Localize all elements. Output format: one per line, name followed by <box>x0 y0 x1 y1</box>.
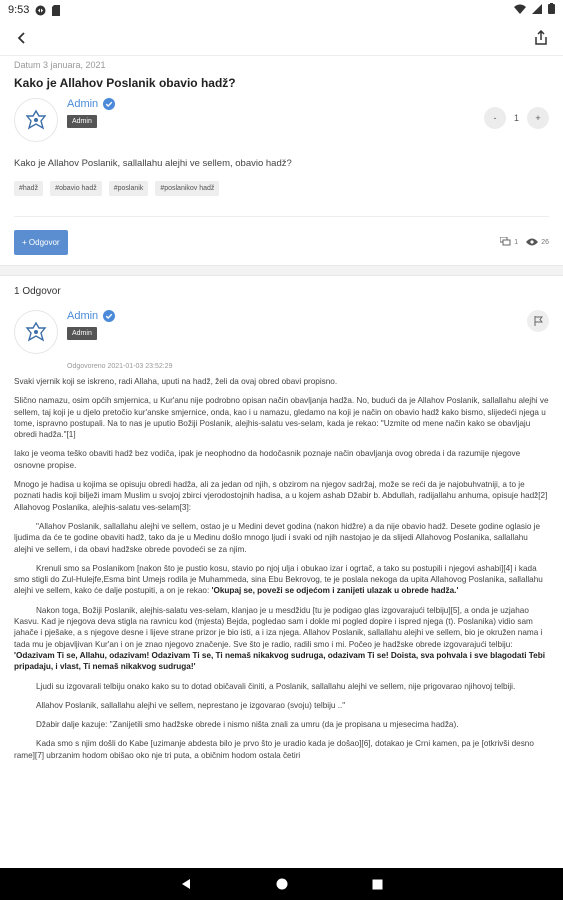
verified-icon <box>103 310 115 322</box>
question-actions <box>14 216 549 258</box>
answer-role-badge: Admin <box>67 327 97 340</box>
eye-icon <box>526 238 538 246</box>
views-count: 26 <box>541 238 549 246</box>
status-icons <box>514 3 555 17</box>
answer-quote: 'Odazivam Ti se, Allahu, odazivam! Odazivam Ti se, Ti nemaš nikakvog sudruga, odazivam Ti se! Doista, sva pohvala i sve blagodati Tebi pripadaju, i vlast, Ti nemaš nikakvog sudruga!' <box>14 650 545 672</box>
avatar[interactable] <box>14 310 58 354</box>
question-block <box>0 56 563 258</box>
question-stats <box>500 237 549 247</box>
answer-paragraph <box>14 563 549 597</box>
question-title: Kako je Allahov Poslanik obavio hadž? <box>14 76 236 90</box>
triangle-back-icon <box>180 878 192 890</box>
avatar[interactable] <box>14 98 58 142</box>
section-divider <box>0 265 563 276</box>
answer-paragraph: Mnogo je hadisa u kojima se opisuju obredi hadža, ali za jedan od njih, s obzirom na njegov sadržaj, može se reći da je najobuhvatniji, a to je poznati hadis koji bilježi imam Muslim u svojoj zbirci vjerodostojnih hadisa, a u kojem ashab Džabir b. Abdullah, radijallahu anhuma, opisuje hadž[2] Allahovog Poslanika, alejhis-salatu ves-selam[3]: <box>14 480 548 512</box>
status-bar <box>0 0 563 20</box>
vote-down-button[interactable]: - <box>484 107 506 129</box>
tag-list <box>14 181 549 196</box>
report-button[interactable] <box>527 310 549 332</box>
nav-home-button[interactable] <box>274 876 290 892</box>
tag-poslanik[interactable]: #poslanik <box>109 181 149 196</box>
share-button[interactable] <box>529 26 553 50</box>
system-nav-bar <box>0 868 563 900</box>
answered-timestamp: Odgovoreno 2021-01-03 23:52:29 <box>67 363 173 370</box>
answers-count: 1 <box>514 238 519 246</box>
add-answer-button[interactable]: + Odgovor <box>14 230 68 255</box>
content-scroll[interactable] <box>0 56 563 868</box>
wifi-icon <box>514 4 526 17</box>
status-time: 9:53 <box>8 4 30 16</box>
verified-icon <box>103 98 115 110</box>
vote-control <box>484 107 549 129</box>
author-name-text: Admin <box>67 98 99 110</box>
author-name[interactable] <box>67 98 115 110</box>
answers-stat <box>500 237 518 247</box>
answer-author-name[interactable] <box>67 310 115 322</box>
square-recents-icon <box>372 879 383 890</box>
flag-icon <box>534 316 543 326</box>
signal-icon <box>532 4 542 17</box>
answer-paragraph: Kada smo s njim došli do Kabe [uzimanje abdesta bilo je prvo što je uradio kada je došao][6], dotakao je Crni kamen, pa je [otkrivši desno rame][7] ubrzanim hodom obišao oko nje tri puta, a običnim hodom ostala četiri <box>14 739 534 760</box>
answer-author-row <box>14 310 549 360</box>
back-button[interactable] <box>10 26 34 50</box>
answer-paragraph: Slično namazu, osim općih smjernica, u Kur'anu nije podrobno opisan način obavljanja hadža. No, budući da je Allahov Poslanik, sallallahu alejhi ve sellem, taj koji je u djelo pretočio kur'anske smjernice, onda, kao i u namazu, gledamo na koji je način on obavio hadž kako bismo, slijedeći njega u tome, ispravno postupali. Na to nas je uputio Božiji Poslanik, alejhis-salatu ves-selam, kada je rekao: "Uzmite od mene način kako se obavljaju obredi hadža."[1] <box>14 396 549 440</box>
answer-paragraph <box>14 605 549 673</box>
answer-author-info <box>67 310 115 340</box>
answer-paragraph: "Allahov Poslanik, sallallahu alejhi ve sellem, ostao je u Medini devet godina (nakon hidžre) a da nije obavio hadž. Desete godine oglasio je ljudima da će te godine obaviti hadž, tako da je u Medinu došlo mnogo ljudi i svaki od njih nastojao je da slijedi Allahovog Poslanika, sallallahu alejhi ve sellem, i da obavi hadžske obrede povodeći se za njim. <box>14 521 541 554</box>
question-author-row <box>14 98 549 148</box>
answers-count-label: 1 Odgovor <box>14 286 61 297</box>
author-info <box>67 98 115 128</box>
sd-card-icon <box>51 5 62 16</box>
circle-home-icon <box>276 878 288 890</box>
comments-icon <box>500 237 511 247</box>
answers-block <box>0 286 563 761</box>
logo-icon <box>23 321 49 343</box>
tag-poslanikov-hadz[interactable]: #poslanikov hadž <box>155 181 219 196</box>
sync-icon <box>35 5 46 16</box>
answer-paragraph: Svaki vjernik koji se iskreno, radi Allaha, uputi na hadž, želi da ovaj obred obavi propisno. <box>14 377 338 386</box>
app-bar <box>0 20 563 56</box>
logo-icon <box>23 109 49 131</box>
answer-paragraph: Iako je veoma teško obaviti hadž bez vodiča, ipak je neophodno da hodočasnik poznaje način obavljanja ovog obreda i da razumije njegove osnovne propise. <box>14 449 521 470</box>
answer-quote: 'Okupaj se, poveži se odjećom i zanijeti ulazak u obrede hadža.' <box>211 586 459 596</box>
answer-paragraph: Allahov Poslanik, sallallahu alejhi ve sellem, neprestano je izgovarao (svoju) telbiju .." <box>36 700 346 710</box>
role-badge: Admin <box>67 115 97 128</box>
battery-icon <box>548 3 555 17</box>
answer-author-name-text: Admin <box>67 310 99 322</box>
answer-paragraph: Ljudi su izgovarali telbiju onako kako su to dotad običavali činiti, a Poslanik, sallallahu alejhi ve sellem, nije prigovarao njihovoj telbiji. <box>36 681 516 691</box>
answer-text: Nakon toga, Božiji Poslanik, alejhis-salatu ves-selam, klanjao je u mesdžidu [tu je podigao glas izgovarajući telbiju][5], a onda je uzjahao Kasvu. Kad je njegova deva stigla na ravnicu kod (mjesta) Bejda, pogledao sam i dokle mi pogled dopire i ispred njega (t). Poslanika) vidio sam jahače i pješake, a s njegove desne i lijeve strane prizor je bio isti, a i iza njega. Allahov Poslanik, sallallahu alejhi ve sellem, bio je okružen nama i tada mu je objavljivan Kur'an i on je znao njegovo značenje. Sve što je radio, radili smo i mi. Počeo je hadžske obrede izgovarajući telbiju: <box>14 605 543 649</box>
answer-text: Krenuli smo sa Poslanikom [nakon što je pustio kosu, stavio po njoj ulja i obukao izar i ogrtač, a tako su postupili i njegovi ashabi][4] i kada smo stigli do Zul-Hulejfe,Esma bint Umejs rodila je Muhammeda, sina Ebu Bekrovog, te je poslala nekoga da upita Allahovog Poslanika, sallallahu alejhi ve sellem, kako će dalje postupiti, a on je rekao: <box>14 563 543 596</box>
vote-count: 1 <box>513 113 519 123</box>
answer-body <box>14 376 549 761</box>
vote-up-button[interactable]: + <box>527 107 549 129</box>
nav-recents-button[interactable] <box>370 876 386 892</box>
nav-back-button[interactable] <box>178 876 194 892</box>
question-text: Kako je Allahov Poslanik, sallallahu alejhi ve sellem, obavio hadž? <box>14 158 292 169</box>
question-date: Datum 3 januara, 2021 <box>14 60 106 70</box>
views-stat <box>526 238 549 246</box>
tag-obavio-hadz[interactable]: #obavio hadž <box>50 181 102 196</box>
tag-hadz[interactable]: #hadž <box>14 181 43 196</box>
answer-paragraph: Džabir dalje kazuje: "Zanijetili smo hadžske obrede i nismo ništa znali za umru (da je propisana u mjesecima hadža). <box>36 720 459 730</box>
share-icon <box>533 30 549 46</box>
back-arrow-icon <box>15 31 29 45</box>
